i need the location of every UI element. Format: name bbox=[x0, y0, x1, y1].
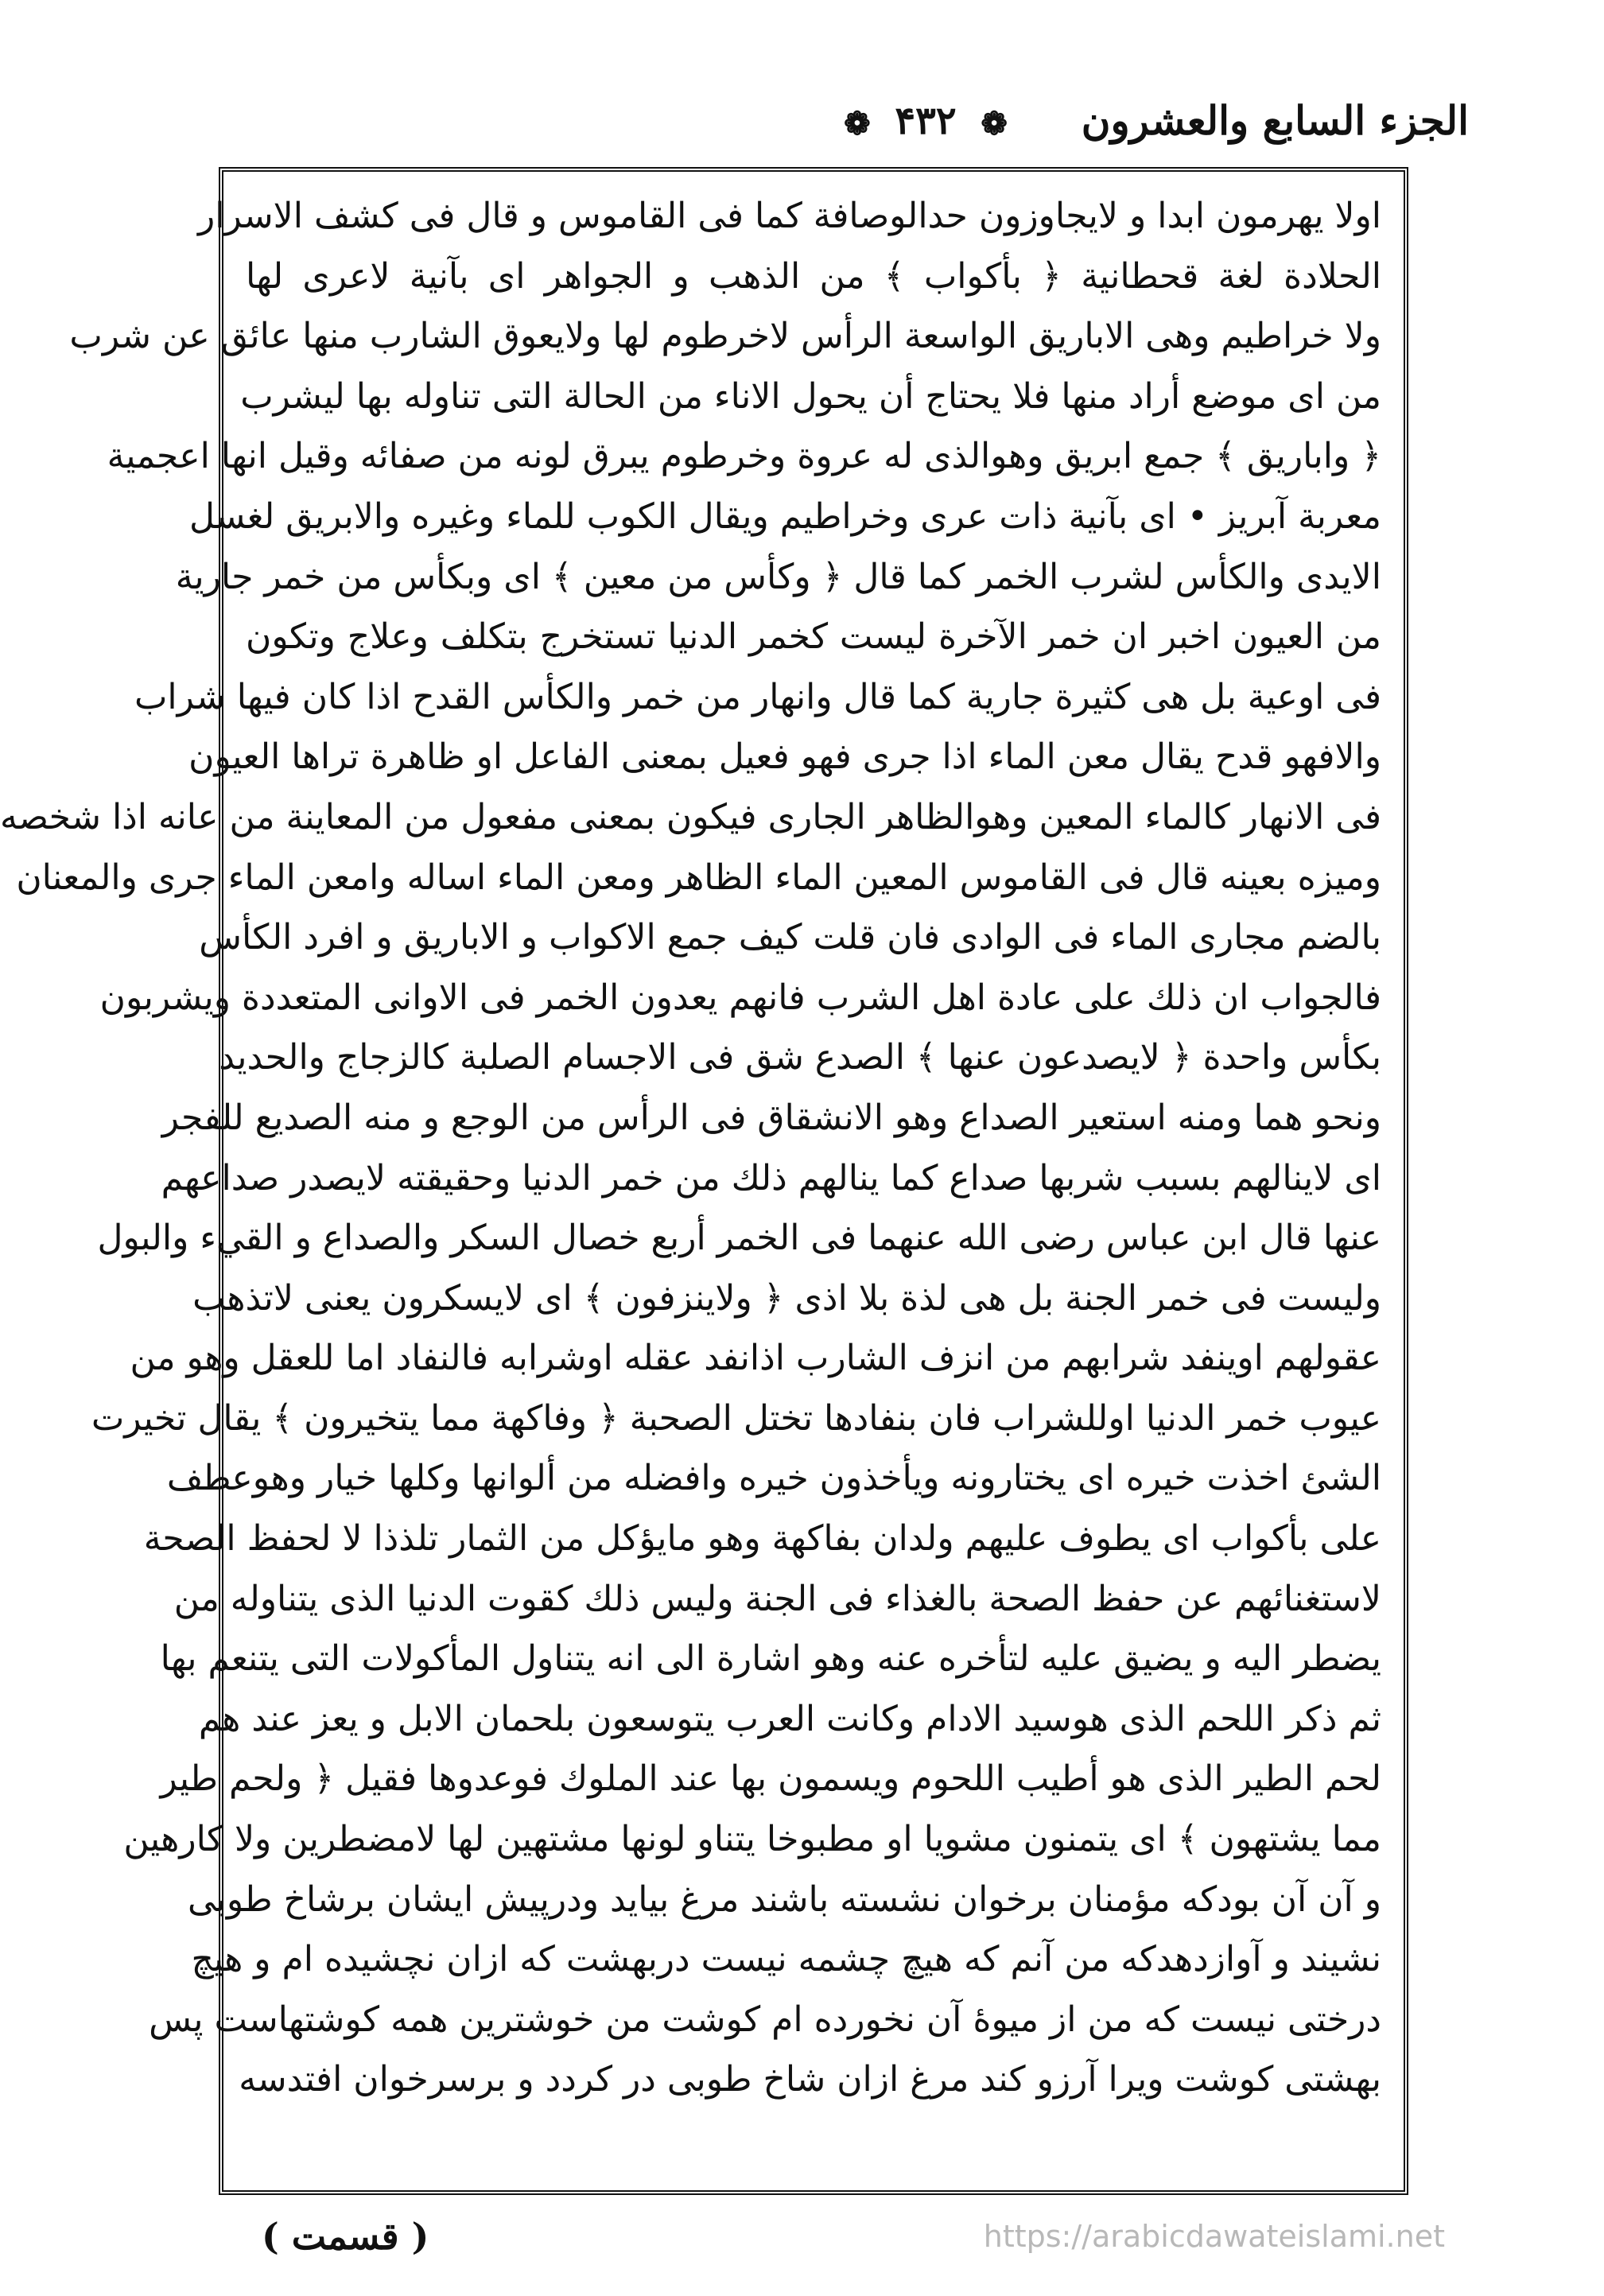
text-line: معربة آبريز • اى بآنية ذات عرى وخراطيم ويقال الكوب للماء وغيره والابريق لغسل bbox=[189, 495, 1381, 537]
text-line: ولا خراطيم وهى الاباريق الواسعة الرأس لاخرطوم لها ولايعوق الشارب منها عائق عن شرب bbox=[69, 316, 1381, 357]
text-line: اولا يهرمون ابدا و لايجاوزون حدالوصافة كما فى القاموس و قال فى كشف الاسرار bbox=[198, 196, 1381, 236]
text-line: نشيند و آوازدهدكه من آنم كه هيچ چشمه نيست دربهشت كه ازان نچشيده ام و هيچ bbox=[191, 1939, 1381, 1980]
watermark-url: https://arabicdawateislami.net bbox=[983, 2219, 1445, 2254]
body-text bbox=[0, 186, 1381, 2176]
text-line: بهشتى كوشت ويرا آرزو كند مرغ ازان شاخ طوبى در كردد و برسرخوان افتدسه bbox=[239, 2059, 1381, 2100]
text-frame bbox=[0, 167, 1408, 2195]
text-line: فى اوعية بل هى كثيرة جارية كما قال وانهار من خمر والكأس القدح اذا كان فيها شراب bbox=[134, 676, 1381, 717]
text-line: بالضم مجارى الماء فى الوادى فان قلت كيف جمع الاكواب و الاباريق و افرد الكأس bbox=[199, 917, 1381, 958]
text-line: الحلادة لغة قحطانية ﴿ بأكواب ﴾ من الذهب و الجواهر اى بآنية لاعرى لها bbox=[246, 255, 1381, 297]
text-line: وليست فى خمر الجنة بل هى لذة بلا اذى ﴿ ولاينزفون ﴾ اى لايسكرون يعنى لاتذهب bbox=[192, 1277, 1381, 1319]
text-line: مما يشتهون ﴾ اى يتمنون مشويا او مطبوخا يتناو لونها مشتهين لها لامضطرين ولا كارهين bbox=[123, 1819, 1381, 1860]
catchword: ( قسمت ) bbox=[262, 2215, 429, 2258]
text-line: من اى موضع أراد منها فلا يحتاج أن يحول الاناء من الحالة التى تناوله بها ليشرب bbox=[240, 375, 1381, 417]
text-line: درختى نيست كه من از ميوهٔ آن نخورده ام كوشت من خوشترين همه كوشتهاست پس bbox=[149, 1999, 1381, 2040]
text-line: عنها قال ابن عباس رضى الله عنهما فى الخمر أربع خصال السكر والصداع و القيء والبول bbox=[97, 1218, 1381, 1259]
text-line: لاستغنائهم عن حفظ الصحة بالغذاء فى الجنة وليس ذلك كقوت الدنيا الذى يتناوله من bbox=[173, 1578, 1381, 1619]
text-line: ﴿ واباريق ﴾ جمع ابريق وهوالذى له عروة وخرطوم يبرق لونه من صفائه وقيل انها اعجمية bbox=[107, 436, 1381, 477]
text-line: اى لاينالهم بسبب شربها صداع كما ينالهم ذلك من خمر الدنيا وحقيقته لايصدر صداعهم bbox=[161, 1157, 1381, 1199]
text-line: على بأكواب اى يطوف عليهم ولدان بفاكهة وهو مايؤكل من الثمار تلذذا لا لحفظ الصحة bbox=[143, 1518, 1381, 1560]
text-line: والافهو قدح يقال معن الماء اذا جرى فهو فعيل بمعنى الفاعل او ظاهرة تراها العيون bbox=[188, 736, 1381, 778]
page-number: ۴۳۲ bbox=[895, 99, 957, 143]
text-line: عقولهم اوينفد شرابهم من انزف الشارب اذانفد عقله اوشرابه فالنفاد اما للعقل وهو من bbox=[130, 1338, 1381, 1379]
text-line: بكأس واحدة ﴿ لايصدعون عنها ﴾ الصدع شق فى الاجسام الصلبة كالزجاج والحديد bbox=[219, 1037, 1381, 1078]
text-line: فالجواب ان ذلك على عادة اهل الشرب فانهم يعدون الخمر فى الاوانى المتعددة ويشربون bbox=[99, 977, 1381, 1018]
text-line: و آن آن بودكه مؤمنان برخوان نشسته باشند مرغ بيايد ودرپيش ايشان برشاخ طوبى bbox=[187, 1878, 1381, 1920]
text-line: الايدى والكأس لشرب الخمر كما قال ﴿ وكأس من معين ﴾ اى وبكأس من خمر جارية bbox=[175, 556, 1381, 597]
text-line: لحم الطير الذى هو أطيب اللحوم ويسمون بها عند الملوك فوعدوها فقيل ﴿ ولحم طير bbox=[160, 1758, 1381, 1800]
text-line: الشئ اخذت خيره اى يختارونه ويأخذون خيره وافضله من ألوانها وكلها خيار وهوعطف bbox=[166, 1458, 1381, 1499]
page-number-block bbox=[794, 99, 1057, 143]
text-line: من العيون اخبر ان خمر الآخرة ليست كخمر الدنيا تستخرج بتكلف وعلاج وتكون bbox=[246, 616, 1381, 658]
text-line: عيوب خمر الدنيا اوللشراب فان بنفادها تختل الصحبة ﴿ وفاكهة مما يتخيرون ﴾ يقال تخيرت bbox=[91, 1397, 1381, 1439]
text-line: يضطر اليه و يضيق عليه لتأخره عنه وهو اشارة الى انه يتناول المأكولات التى يتنعم بها bbox=[160, 1638, 1381, 1680]
ornament-icon: ❁ bbox=[981, 105, 1008, 142]
part-title: الجزء السابع والعشرون bbox=[1081, 97, 1469, 144]
page-header bbox=[142, 87, 1485, 167]
text-line: ونحو هما ومنه استعير الصداع وهو الانشقاق فى الرأس من الوجع و منه الصديع للفجر bbox=[161, 1097, 1381, 1138]
text-line: فى الانهار كالماء المعين وهوالظاهر الجارى فيكون بمعنى مفعول من المعاينة من عانه اذا شخصه bbox=[0, 796, 1381, 837]
ornament-icon: ❁ bbox=[844, 105, 871, 142]
text-line: ثم ذكر اللحم الذى هوسيد الادام وكانت العرب يتوسعون بلحمان الابل و يعز عند هم bbox=[198, 1698, 1381, 1739]
text-line: وميزه بعينه قال فى القاموس المعين الماء الظاهر ومعن الماء اساله وامعن الماء جرى والمعنان bbox=[16, 857, 1381, 898]
